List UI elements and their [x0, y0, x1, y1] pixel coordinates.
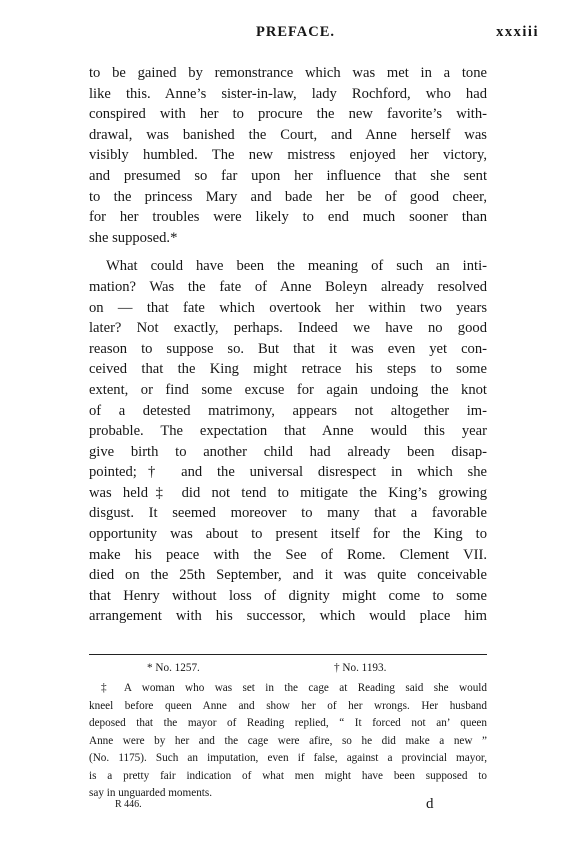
text-line: extent, or find some excuse for again undoing the knot: [89, 381, 487, 398]
footnote-line: ‡ A woman who was set in the cage at Reading said she would: [101, 682, 487, 694]
page-number: xxxiii: [496, 24, 539, 40]
text-line: drawal, was banished the Court, and Anne herself was: [89, 126, 487, 143]
footnote-row: [89, 660, 487, 680]
text-line: later? Not exactly, perhaps. Indeed we have no good: [89, 320, 487, 337]
running-head-title: PREFACE.: [256, 24, 336, 40]
footnote-line: (No. 1175). Such an imputation, even if false, against a provincial mayor,: [89, 752, 487, 764]
text-line: reason to suppose so. But that it was even yet con-: [89, 340, 487, 357]
footnote-line: kneel before queen Anne and show her of her wrongs. Her husband: [89, 699, 487, 712]
text-line: visibly humbled. The new mistress enjoyed her victory,: [89, 147, 487, 164]
footnote-star: * No. 1257.: [147, 662, 200, 674]
text-line: pointed;† and the universal disrespect in which she: [89, 464, 487, 481]
paragraph-2: [89, 256, 487, 627]
text-line: to be gained by remonstrance which was met in a tone: [89, 65, 487, 81]
footnote-double-dagger: [89, 680, 487, 803]
footnote-rule: [89, 654, 487, 655]
text-line: for her troubles were likely to end much sooner than: [89, 209, 487, 226]
footnotes: [89, 660, 487, 803]
text-line: give birth to another child had already been disap-: [89, 443, 487, 460]
text-line: like this. Anne’s sister-in-law, lady Rochford, who had: [89, 85, 487, 102]
text-line: died on the 25th September, and it was quite conceivable: [89, 567, 487, 584]
text-line: was held‡ did not tend to mitigate the King’s growing: [89, 484, 487, 501]
body-text: [89, 63, 487, 627]
text-line: ceived that the King might retrace his steps to some: [89, 361, 487, 378]
text-line: conspired with her to procure the new favorite’s with-: [89, 106, 487, 123]
text-line: mation? Was the fate of Anne Boleyn already resolved: [89, 278, 487, 295]
text-line: What could have been the meaning of such an inti-: [106, 258, 487, 275]
text-line: arrangement with his successor, which would place him: [89, 608, 487, 625]
running-head: [60, 24, 539, 44]
text-line: on — that fate which overtook her within two years: [89, 299, 487, 316]
text-line: disgust. It seemed moreover to many that a favorable: [89, 505, 487, 522]
footnote-line: deposed that the mayor of Reading replied, “ It forced not an’ queen: [89, 717, 487, 729]
paragraph-gap: [89, 248, 487, 256]
footnote-line: Anne were by her and the cage were afire, so he did make a new ”: [89, 734, 487, 747]
footnote-line: say in unguarded moments.: [89, 787, 213, 799]
text-line: that Henry without loss of dignity might come to some: [89, 587, 487, 604]
paragraph-1: [89, 63, 487, 248]
footnote-line: is a pretty fair indication of what men might have been supposed to: [89, 769, 487, 782]
text-line: and presumed so far upon her influence that she sent: [89, 167, 487, 184]
text-line: opportunity was about to present itself for the King to: [89, 526, 487, 543]
text-line: make his peace with the See of Rome. Clement VII.: [89, 546, 487, 563]
text-line: to the princess Mary and bade her be of good cheer,: [89, 188, 487, 205]
text-line: of a detested matrimony, appears not altogether im-: [89, 402, 487, 419]
signature-letter: d: [426, 796, 434, 812]
text-line: probable. The expectation that Anne would this year: [89, 423, 487, 440]
footnote-dagger: † No. 1193.: [334, 662, 387, 674]
signature-mark: R 446.: [115, 799, 142, 810]
text-line: she supposed.*: [89, 229, 178, 246]
